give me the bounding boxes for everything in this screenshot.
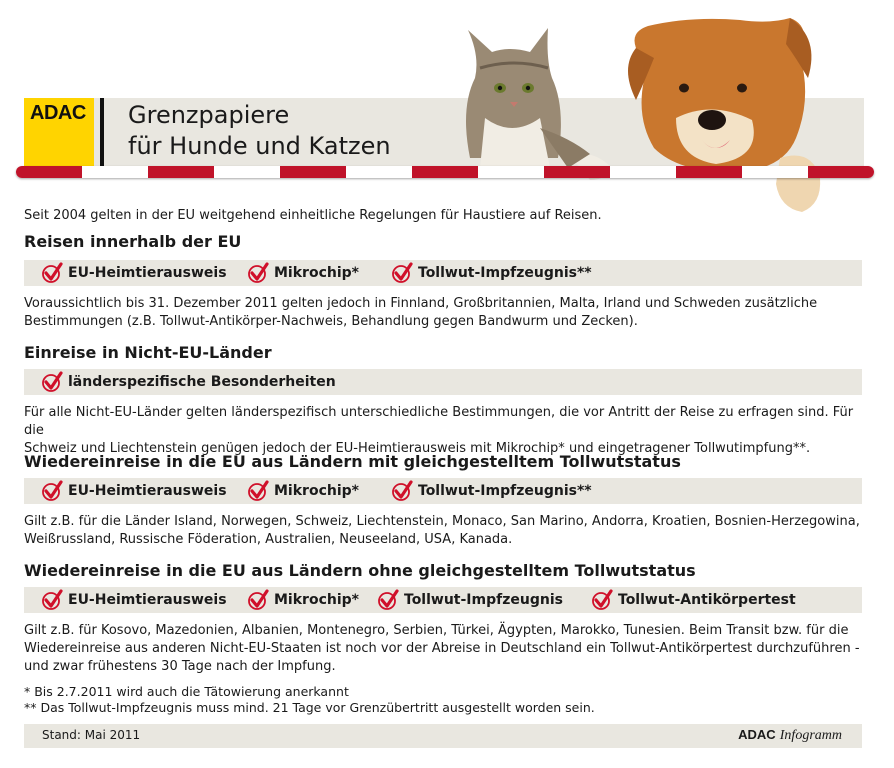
cat-icon — [466, 28, 610, 180]
check-item: EU-Heimtierausweis — [40, 478, 227, 504]
checkmark-icon — [590, 588, 614, 612]
border-barrier — [16, 166, 874, 178]
checkmark-icon — [40, 588, 64, 612]
footnote-1: * Bis 2.7.2011 wird auch die Tätowierung anerkannt — [24, 684, 349, 699]
checkmark-icon — [40, 370, 64, 394]
cat-and-dog-illustration — [440, 8, 880, 222]
checkmark-icon — [390, 261, 414, 285]
adac-infogramm-brand: ADAC Infogramm — [738, 727, 842, 743]
check-item: Mikrochip* — [246, 478, 359, 504]
stand-date: Stand: Mai 2011 — [42, 728, 141, 742]
checklist-band-reentry-unequal-status — [24, 587, 862, 613]
check-item: Tollwut-Impfzeugnis** — [390, 478, 592, 504]
section-text: Für alle Nicht-EU-Länder gelten länderspezifisch unterschiedliche Bestimmungen, die vor Antritt der Reise zu erfragen sind. Für die Schweiz und Liechtenstein genügen jedoch der EU-Heimtierausweis mit Mikrochip* und eingetragener Tollwutimpfung**. — [24, 405, 854, 456]
check-item: länderspezifische Besonderheiten — [40, 369, 336, 395]
footer-band — [24, 724, 862, 748]
title-line-1: Grenzpapiere — [128, 101, 290, 129]
section-title-reentry-equal-status: Wiedereinreise in die EU aus Ländern mit gleichgestelltem Tollwutstatus — [24, 452, 681, 471]
check-item: Mikrochip* — [246, 260, 359, 286]
checkmark-icon — [246, 588, 270, 612]
checklist-band-non-eu — [24, 369, 862, 395]
check-item: EU-Heimtierausweis — [40, 260, 227, 286]
section-title-eu-internal: Reisen innerhalb der EU — [24, 232, 242, 251]
check-item: EU-Heimtierausweis — [40, 587, 227, 613]
title-line-2: für Hunde und Katzen — [128, 132, 391, 160]
check-item: Mikrochip* — [246, 587, 359, 613]
checkmark-icon — [40, 261, 64, 285]
section-title-reentry-unequal-status: Wiedereinreise in die EU aus Ländern ohne gleichgestelltem Tollwutstatus — [24, 561, 696, 580]
footnote-2: ** Das Tollwut-Impfzeugnis muss mind. 21 Tage vor Grenzübertritt ausgestellt worden sein. — [24, 700, 595, 715]
logo-divider — [100, 98, 104, 170]
dog-icon — [628, 18, 820, 212]
checklist-band-eu-internal — [24, 260, 862, 286]
section-text: Gilt z.B. für Kosovo, Mazedonien, Albanien, Montenegro, Serbien, Türkei, Ägypten, Marokko, Tunesien. Beim Transit bzw. für die Wiedereinreise aus anderen Nicht-EU-Staaten ist noch vor der Abreise in Deutschland ein Tollwut-Antikörpertest durchzuführen - und zwar frühestens 30 Tage nach der Impfung. — [24, 623, 860, 674]
check-item: Tollwut-Antikörpertest — [590, 587, 796, 613]
checkmark-icon — [246, 479, 270, 503]
intro-text: Seit 2004 gelten in der EU weitgehend einheitliche Regelungen für Haustiere auf Reisen. — [24, 208, 602, 223]
adac-logo: ADAC — [24, 98, 94, 170]
section-title-non-eu: Einreise in Nicht-EU-Länder — [24, 343, 272, 362]
section-text: Gilt z.B. für die Länder Island, Norwegen, Schweiz, Liechtenstein, Monaco, San Marino, Andorra, Kroatien, Bosnien-Herzegowina, Weißrussland, Russische Föderation, Australien, Neuseeland, USA, Kanada. — [24, 514, 860, 547]
page-title — [128, 100, 391, 162]
checkmark-icon — [40, 479, 64, 503]
checklist-band-reentry-equal-status — [24, 478, 862, 504]
checkmark-icon — [390, 479, 414, 503]
checkmark-icon — [246, 261, 270, 285]
section-text: Voraussichtlich bis 31. Dezember 2011 gelten jedoch in Finnland, Großbritannien, Malta, Irland und Schweden zusätzliche Bestimmungen (z.B. Tollwut-Antikörper-Nachweis, Behandlung gegen Bandwurm und Zecken). — [24, 296, 818, 329]
check-item: Tollwut-Impfzeugnis — [376, 587, 563, 613]
check-item: Tollwut-Impfzeugnis** — [390, 260, 592, 286]
checkmark-icon — [376, 588, 400, 612]
